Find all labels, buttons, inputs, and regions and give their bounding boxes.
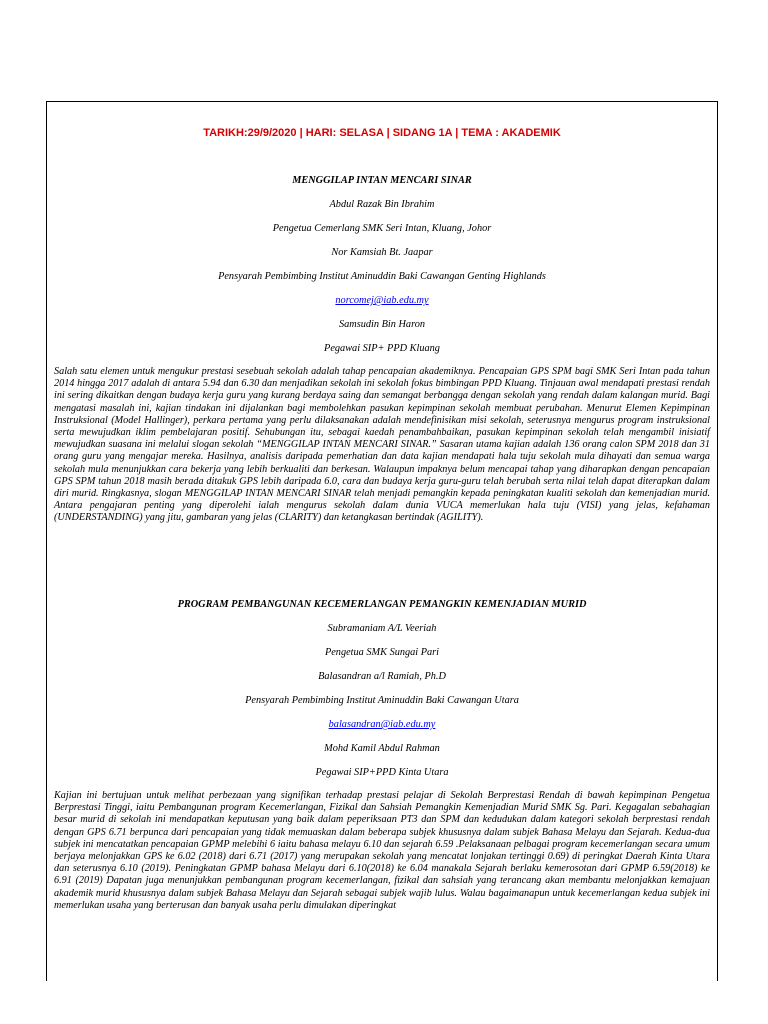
email-link[interactable]: balasandran@iab.edu.my: [328, 719, 436, 730]
author-affiliation: Pengetua Cemerlang SMK Seri Intan, Kluang, Johor: [272, 223, 492, 234]
author-affiliation: Pegawai SIP+PPD Kinta Utara: [315, 767, 449, 778]
author-name: Abdul Razak Bin Ibrahim: [329, 199, 435, 210]
session-header: TARIKH:29/9/2020 | HARI: SELASA | SIDANG 1A | TEMA : AKADEMIK: [203, 127, 561, 139]
paper-title: PROGRAM PEMBANGUNAN KECEMERLANGAN PEMANGKIN KEMENJADIAN MURID: [177, 599, 587, 610]
document-frame: [46, 101, 718, 981]
author-affiliation: Pegawai SIP+ PPD Kluang: [324, 343, 440, 354]
paper-1: [54, 174, 710, 525]
paper-title: MENGGILAP INTAN MENCARI SINAR: [292, 175, 472, 186]
abstract-text: Salah satu elemen untuk mengukur prestasi sesebuah sekolah adalah tahap pencapaian akademiknya. Pencapaian GPS SPM bagi SMK Seri Intan pada tahun 2014 hingga 2017 adalah di antara 5.94 dan 6.30 dan menjadikan sekolah ini sekolah fokus bimbingan PPD Kluang. Tinjauan awal mendapati prestasi rendah ini sering dikaitkan dengan budaya kerja guru yang kurang berdaya saing dan semangat berbangga dengan sekolah yang rendah dalam kalangan murid. Bagi mengatasi masalah ini, kajian tindakan ini dijalankan bagi membolehkan pasukan kepimpinan sekolah membuat perubahan. Menurut Elemen Kepimpinan Instruksional (Model Hallinger), perkara pertama yang perlu dilaksanakan adalah mendefinisikan misi sekolah, seterusnya mengurus program instruksional serta mewujudkan iklim pembelajaran positif. Sehubungan itu, sebagai kaedah penambahbaikan, pasukan kepimpinan sekolah telah mengambil inisiatif mewujudkan suasana ini melalui slogan sekolah “MENGGILAP INTAN MENCARI SINAR.” Sasaran utama kajian adalah 136 orang calon SPM 2018 dan 31 orang guru yang mengajar mereka. Hasilnya, analisis daripada pemerhatian dan data kajian mendapati hala tuju sekolah mula dihayati dan semua warga sekolah mula menunjukkan cara bekerja yang lebih berkualiti dan berkesan. Walaupun impaknya belum mencapai tahap yang diharapkan dengan pencapaian GPS SPM tahun 2018 masih berada ditakuk GPS lebih daripada 6.0, cara dan budaya kerja guru-guru telah berubah serta nilai telah dapat diterapkan dalam diri murid. Ringkasnya, slogan MENGGILAP INTAN MENCARI SINAR telah menjadi pemangkin kepada peningkatan kualiti sekolah dan kemenjadian murid. Antara pengajaran penting yang diperolehi ialah mengurus sekolah dalam dunia VUCA memerlukan hala tuju (VISI) yang jelas, kefahaman (UNDERSTANDING) yang jitu, gambaran yang jelas (CLARITY) dan ketangkasan bertindak (AGILITY).: [54, 366, 710, 524]
author-name: Samsudin Bin Haron: [339, 319, 425, 330]
paper-2: [54, 598, 710, 912]
author-affiliation: Pengetua SMK Sungai Pari: [324, 647, 440, 658]
author-name: Mohd Kamil Abdul Rahman: [324, 743, 440, 754]
author-name: Subramaniam A/L Veeriah: [327, 623, 437, 634]
email-link[interactable]: norcomej@iab.edu.my: [335, 295, 429, 306]
author-name: Nor Kamsiah Bt. Jaapar: [331, 247, 433, 258]
author-affiliation: Pensyarah Pembimbing Institut Aminuddin Baki Cawangan Utara: [245, 695, 519, 706]
abstract-text: Kajian ini bertujuan untuk melihat perbezaan yang signifikan terhadap prestasi pelajar di Sekolah Berprestasi Rendah di bawah kepimpinan Pengetua Berprestasi Tinggi, iaitu Pembangunan program Kecemerlangan, Fizikal dan Sahsiah Pemangkin Kemenjadian Murid SMK Sg. Pari. Kegagalan sebahagian besar murid di sekolah ini mendapatkan keputusan yang baik dalam peperiksaan PT3 dan SPM dan kedudukan dalam kategori sekolah berprestasi rendah dengan GPS 6.71 berpunca dari pencapaian yang tidak memuaskan dalam beberapa subjek khususnya dalam subjek Bahasa Melayu dan Sejarah. Kedua-dua subjek ini mencatatkan pencapaian GPMP melebihi 6 iaitu bahasa melayu 6.10 dan sejarah 6.59 .Pelaksanaan pelbagai program kecemerlangan secara umum berjaya melonjakkan GPS ke 6.02 (2018) dari 6.71 (2017) yang merupakan sekolah yang mencatat lonjakan tertinggi 0.69) di peringkat Daerah Kinta Utara dan seterusnya 6.10 (2019). Peningkatan GPMP bahasa Melayu dari 6.10(2018) ke 6.04 manakala Sejarah berlaku kemerosotan dari GPMP 6.59(2018) ke 6.91 (2019) Dapatan juga menunjukkan pembangunan program kecemerlangan, fizikal dan sahsiah yang terancang akan membantu melonjakkan kemajuan akademik murid khususnya dalam subjek Bahasa Melayu dan Sejarah sebagai subjek wajib lulus. Walau bagaimanapun untuk kecemerlangan kedua subjek ini memerlukan usaha yang berterusan dan banyak usaha perlu dimulakan diperingkat: [54, 790, 710, 911]
author-affiliation: Pensyarah Pembimbing Institut Aminuddin Baki Cawangan Genting Highlands: [218, 271, 546, 282]
author-name: Balasandran a/l Ramiah, Ph.D: [318, 671, 446, 682]
